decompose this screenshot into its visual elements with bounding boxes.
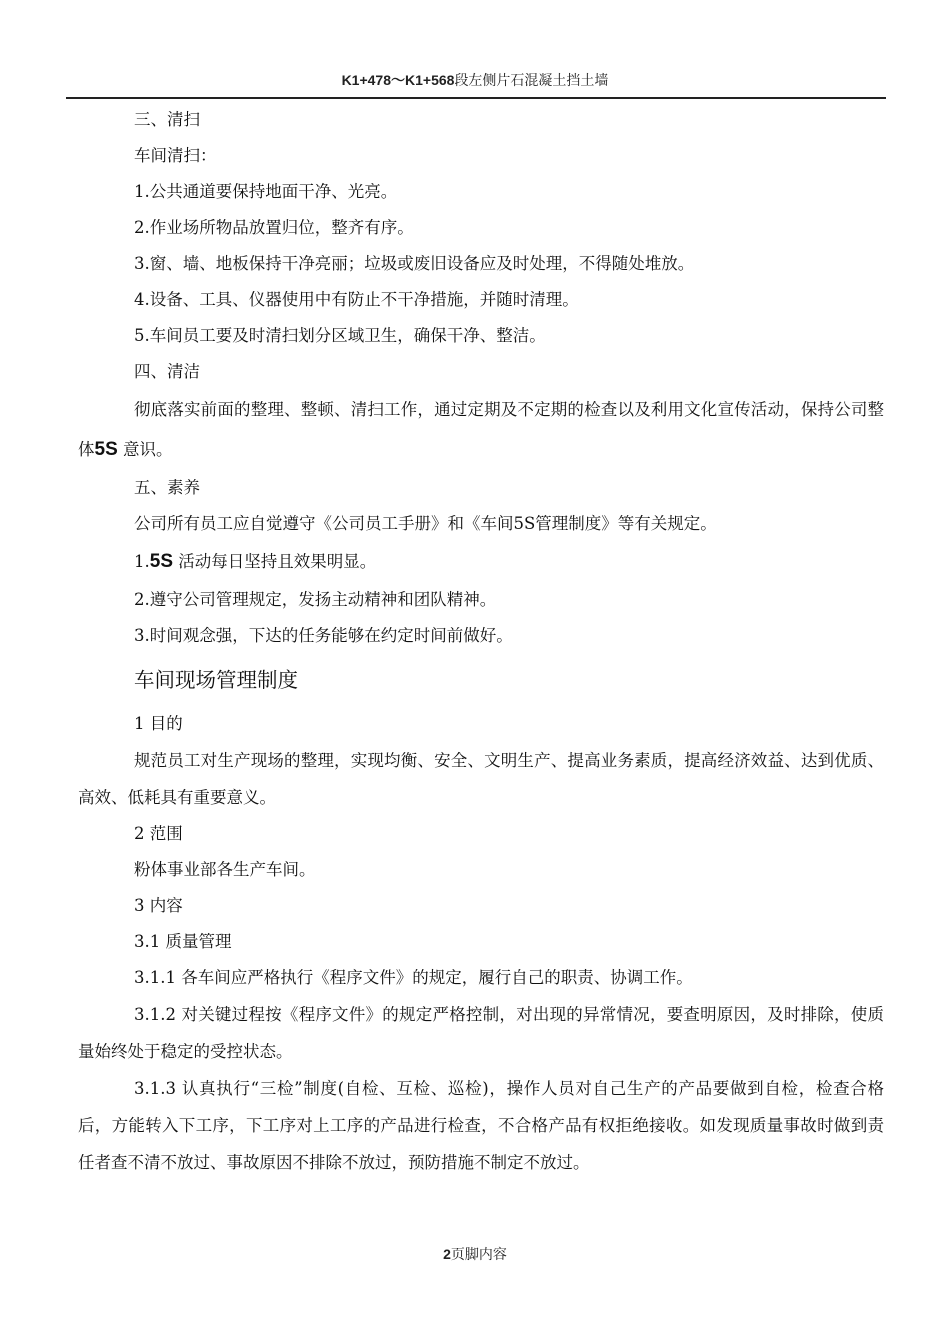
paragraph-text: 意识。 <box>123 440 173 459</box>
list-item: 3.窗、墙、地板保持干净亮丽；垃圾或废旧设备应及时处理，不得随处堆放。 <box>134 254 695 273</box>
footer-label: 页脚内容 <box>450 1247 507 1263</box>
clause-heading: 2 范围 <box>134 824 183 843</box>
clause-paragraph: 3.1.3 认真执行“三检”制度(自检、互检、巡检)，操作人员对自己生产的产品要做到自检，检查合格后，方能转入下工序，下工序对上工序的产品进行检查，不合格产品有权拒绝接收。如发现质量事故时做到责任者查不清不放过、事故原因不排除不放过，预防措施不制定不放过。 <box>78 1079 884 1172</box>
clause-heading: 3.1 质量管理 <box>134 932 232 951</box>
list-item: 1.公共通道要保持地面干净、光亮。 <box>134 182 398 201</box>
paragraph-rules: 公司所有员工应自觉遵守《公司员工手册》和《车间5S管理制度》等有关规定。 <box>134 514 717 533</box>
list-number: 1. <box>134 552 150 571</box>
clause-paragraph: 粉体事业部各生产车间。 <box>134 860 316 879</box>
page-number: 2 <box>443 1246 451 1262</box>
section-heading-cleanliness: 四、清洁 <box>134 362 200 381</box>
list-item: 2.遵守公司管理规定，发扬主动精神和团队精神。 <box>134 590 497 609</box>
list-item: 4.设备、工具、仪器使用中有防止不干净措施，并随时清理。 <box>134 290 579 309</box>
clause-paragraph: 规范员工对生产现场的整理，实现均衡、安全、文明生产、提高业务素质，提高经济效益、达到优质、高效、低耗具有重要意义。 <box>78 751 884 807</box>
list-text: 活动每日坚持且效果明显。 <box>178 552 377 571</box>
section-heading-discipline: 五、素养 <box>134 478 200 497</box>
list-item: 2.作业场所物品放置归位，整齐有序。 <box>134 218 414 237</box>
paragraph-workshop-cleaning: 车间清扫： <box>134 146 217 165</box>
section-heading-cleaning: 三、清扫 <box>134 110 200 129</box>
page-footer <box>0 1244 950 1264</box>
list-item: 3.时间观念强，下达的任务能够在约定时间前做好。 <box>134 626 513 645</box>
document-body <box>78 102 884 1181</box>
page-header <box>0 70 950 90</box>
header-title: 段左侧片石混凝土挡土墙 <box>454 73 609 89</box>
emphasis-5s: 5S <box>149 551 173 572</box>
clause-paragraph: 3.1.1 各车间应严格执行《程序文件》的规定，履行自己的职责、协调工作。 <box>134 968 693 987</box>
paragraph-text: 彻底落实前面的整理、整顿、清扫工作，通过定期及不定期的检查以及利用文化宣传活动，保持公司整体 <box>78 400 884 459</box>
clause-heading: 3 内容 <box>134 896 183 915</box>
emphasis-5s: 5S <box>94 439 118 460</box>
paragraph-cleanliness <box>78 390 884 470</box>
clause-heading: 1 目的 <box>134 714 183 733</box>
clause-paragraph: 3.1.2 对关键过程按《程序文件》的规定严格控制，对出现的异常情况，要查明原因，及时排除，使质量始终处于稳定的受控状态。 <box>78 1005 884 1061</box>
header-code: K1+478～K1+568 <box>341 72 455 88</box>
header-divider <box>66 97 886 99</box>
list-item: 5.车间员工要及时清扫划分区域卫生，确保干净、整洁。 <box>134 326 546 345</box>
section-title: 车间现场管理制度 <box>134 668 298 692</box>
list-item <box>78 542 884 582</box>
